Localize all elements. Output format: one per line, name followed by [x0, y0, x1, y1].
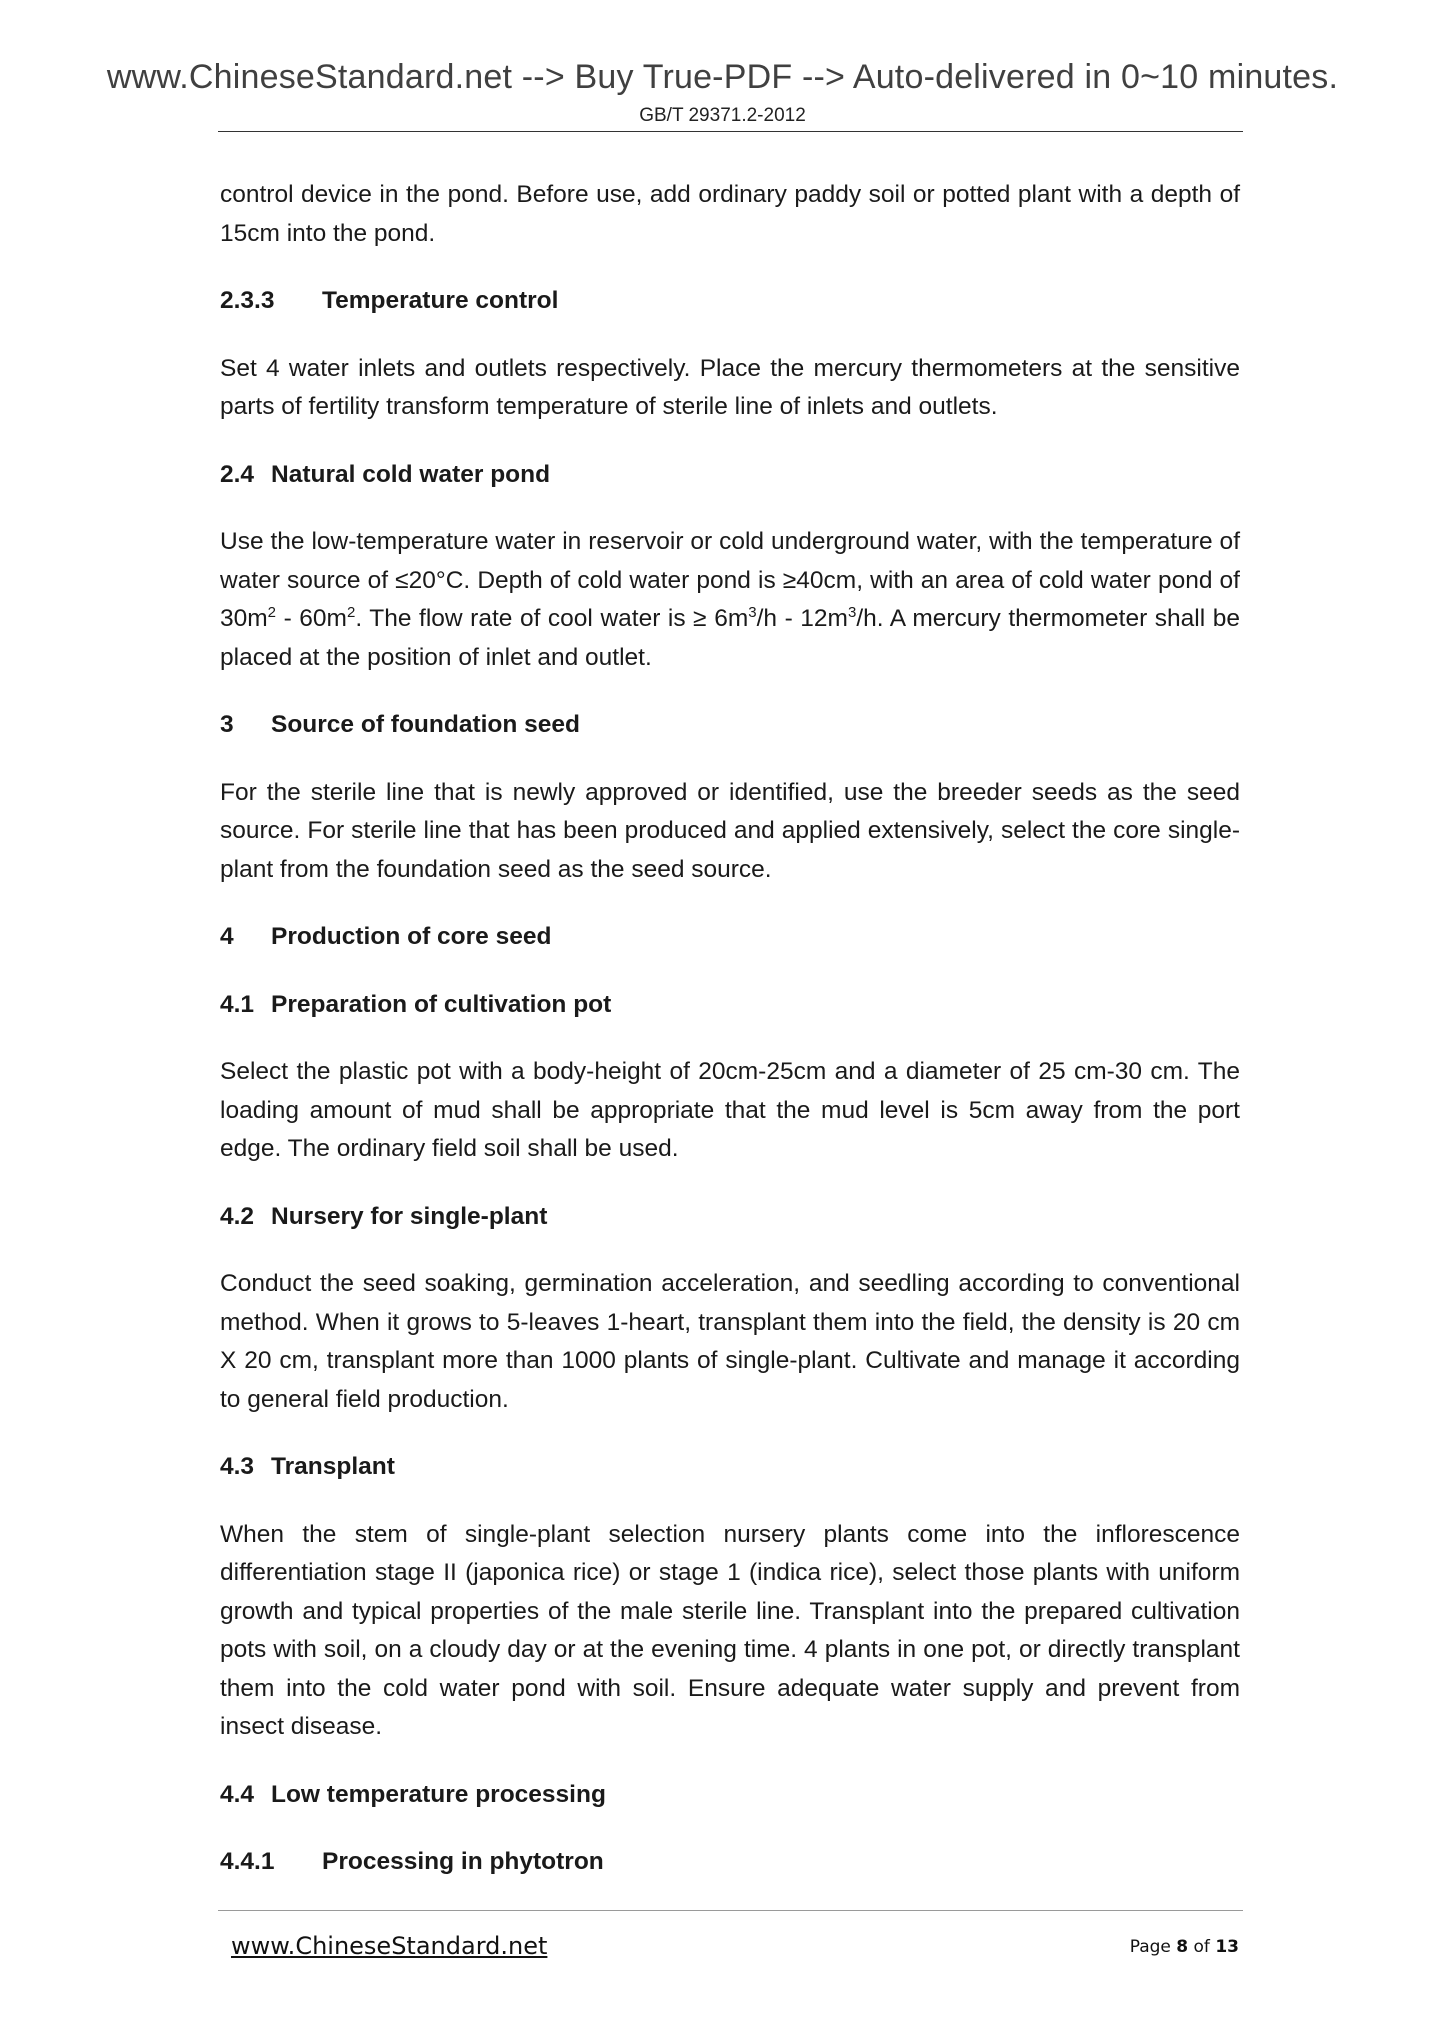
section-title: Nursery for single-plant	[271, 1202, 548, 1230]
page-total: 13	[1215, 1937, 1239, 1957]
section-title: Natural cold water pond	[271, 460, 551, 488]
superscript: 2	[267, 603, 277, 621]
header-banner: www.ChineseStandard.net --> Buy True-PDF --> Auto-delivered in 0~10 minutes.	[106, 58, 1339, 96]
section-heading-4-2	[220, 1198, 1240, 1237]
text-run: Use the low-temperature water in reservoir or cold underground water, with the temperature of water source of ≤20°C. Depth of cold water pond is ≥40cm, with an area of cold water pond of 30m	[220, 528, 1240, 632]
page-content	[220, 176, 1240, 1911]
text-run: /h - 12m	[756, 605, 848, 632]
text-run: . The flow rate of cool water is ≥ 6m	[355, 605, 749, 632]
section-title: Transplant	[271, 1453, 395, 1480]
paragraph-intro: control device in the pond. Before use, add ordinary paddy soil or potted plant with a depth of 15cm into the pond.	[220, 181, 1240, 247]
footer-website-link[interactable]: www.ChineseStandard.net	[231, 1932, 548, 1960]
section-heading-4-1	[220, 986, 1240, 1025]
page-label: Page	[1129, 1937, 1171, 1957]
section-number: 4.4	[220, 1780, 255, 1808]
page-of: of	[1193, 1937, 1210, 1957]
section-title: Processing in phytotron	[322, 1848, 604, 1875]
section-heading-3	[220, 706, 1240, 745]
section-number: 2.4	[220, 460, 255, 488]
section-number: 3	[220, 711, 234, 738]
section-number: 4.3	[220, 1453, 255, 1480]
section-title: Production of core seed	[271, 923, 552, 950]
section-heading-2-4	[220, 456, 1240, 495]
section-number: 4	[220, 923, 234, 950]
superscript: 3	[748, 603, 757, 621]
section-heading-4-4-1	[220, 1843, 1240, 1882]
header-divider	[218, 131, 1243, 132]
text-run: /h. A mercury thermometer shall be placed at the position of inlet and outlet.	[220, 605, 1241, 671]
section-heading-4	[220, 918, 1240, 957]
superscript: 2	[346, 603, 356, 621]
superscript: 3	[847, 603, 857, 621]
section-heading-2-3-3	[220, 282, 1240, 321]
text-run: - 60m	[276, 605, 347, 632]
section-title: Source of foundation seed	[271, 711, 580, 738]
section-heading-4-3	[220, 1448, 1240, 1487]
paragraph-cold-water-pond	[220, 523, 1240, 677]
section-heading-4-4	[220, 1776, 1240, 1815]
section-number: 4.1	[220, 990, 255, 1018]
paragraph-temperature-control: Set 4 water inlets and outlets respectively. Place the mercury thermometers at the sensitive parts of fertility transform temperature of sterile line of inlets and outlets.	[220, 354, 1240, 420]
section-title: Temperature control	[322, 287, 559, 314]
paragraph-foundation-seed: For the sterile line that is newly approved or identified, use the breeder seeds as the seed source. For sterile line that has been produced and applied extensively, select the core single-plant from the foundation seed as the seed source.	[220, 778, 1240, 883]
paragraph-cultivation-pot: Select the plastic pot with a body-height of 20cm-25cm and a diameter of 25 cm-30 cm. The loading amount of mud shall be appropriate that the mud level is 5cm away from the port edge. The ordinary field soil shall be used.	[220, 1058, 1240, 1162]
footer-divider	[218, 1910, 1243, 1911]
paragraph-transplant: When the stem of single-plant selection nursery plants come into the inflorescence differentiation stage II (japonica rice) or stage 1 (indica rice), select those plants with uniform growth and typical properties of the male sterile line. Transplant into the prepared cultivation pots with soil, on a cloudy day or at the evening time. 4 plants in one pot, or directly transplant them into the cold water pond with soil. Ensure adequate water supply and prevent from insect disease.	[220, 1520, 1240, 1740]
section-number: 2.3.3	[220, 287, 275, 314]
section-title: Preparation of cultivation pot	[271, 990, 612, 1018]
paragraph-nursery: Conduct the seed soaking, germination acceleration, and seedling according to conventional method. When it grows to 5-leaves 1-heart, transplant them into the field, the density is 20 cm X 20 cm, transplant more than 1000 plants of single-plant. Cultivate and manage it according to general field production.	[220, 1270, 1240, 1413]
page-current: 8	[1176, 1937, 1189, 1957]
section-number: 4.4.1	[220, 1848, 275, 1875]
page-indicator	[1130, 1937, 1239, 1957]
section-number: 4.2	[220, 1202, 255, 1230]
section-title: Low temperature processing	[271, 1780, 606, 1808]
document-number: GB/T 29371.2-2012	[639, 105, 806, 126]
